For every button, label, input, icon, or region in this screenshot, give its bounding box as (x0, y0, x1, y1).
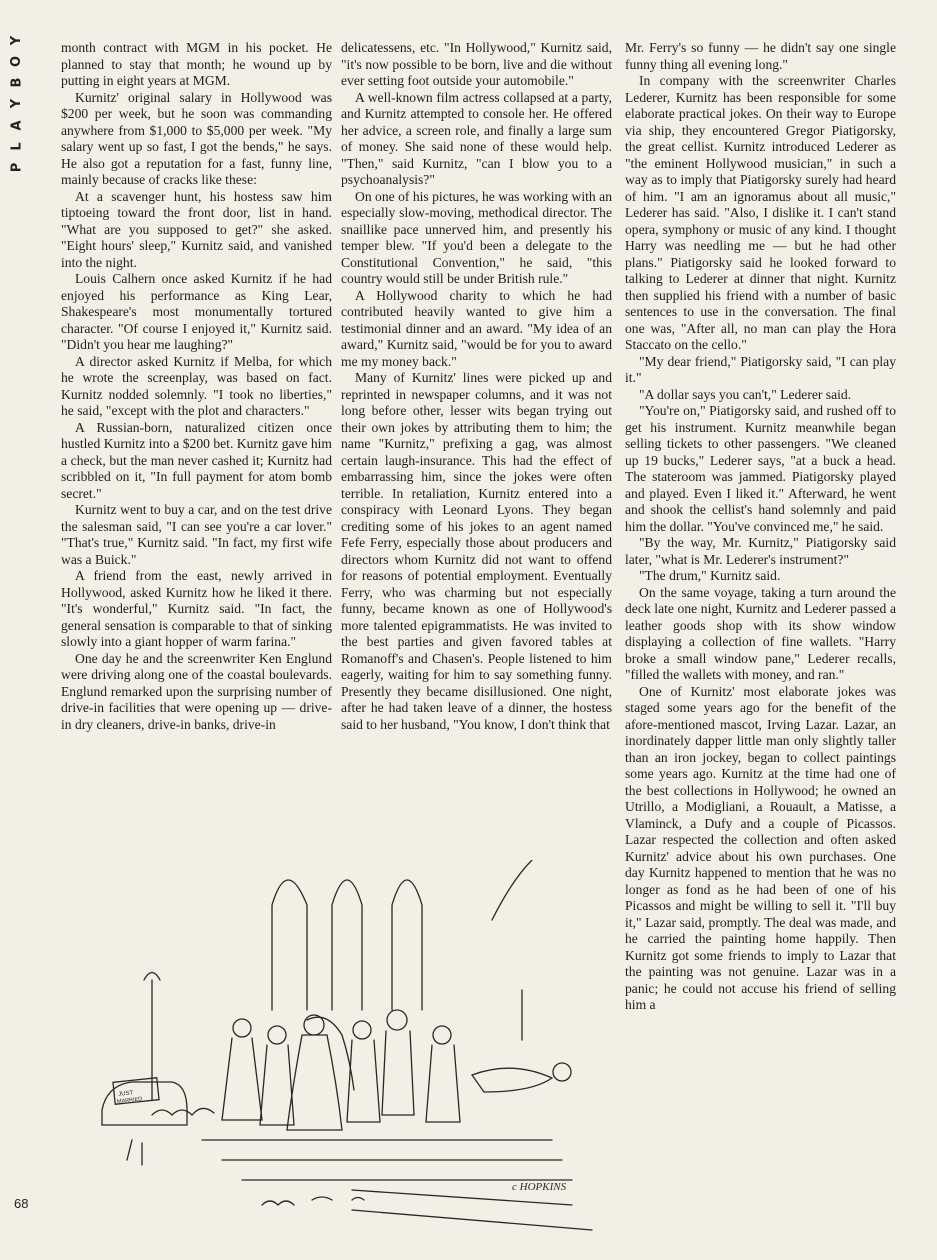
paragraph: In company with the screenwriter Charles Lederer, Kurnitz has been responsible for some elaborate practical jokes. On their way to Europe via ship, they encountered Gregor Piatigorsky, the great cellist. Kurnitz introduced Lederer as "the eminent Hollywood musician," in such a way as to imply that Piatigorsky surely had heard of him. "I am an ignoramus about all music," Lederer has said. "Also, I dislike it. I can't stand opera, symphony or music of any kind. I thought Harry was needling me — but he had other plans." Piatigorsky said he looked forward to talking to Lederer at dinner that night. Kurnitz then supplied his friend with a number of basic sentences to use in the conversation. The final one was, "After all, no man can play the Hora Staccato on the cello." (625, 73, 896, 352)
masthead-letter: Y (9, 99, 25, 109)
paragraph: "The drum," Kurnitz said. (639, 568, 781, 583)
masthead-letter: Y (9, 35, 25, 46)
paragraph: A friend from the east, newly arrived in Hollywood, asked Kurnitz how he liked it there. "It's wonderful," Kurnitz said. "In fact, the general sensation is comparable to that of sinking slowly into a giant hopper of warm farina." (61, 568, 332, 649)
guest-figure (387, 1010, 407, 1030)
masthead-letter: P (9, 162, 25, 173)
church-window (392, 880, 422, 1010)
masthead-letter: B (9, 77, 25, 88)
cartoon-drawing (92, 860, 602, 1240)
masthead-letter: O (9, 56, 25, 68)
paragraph: A well-known film actress collapsed at a party, and Kurnitz attempted to console her. He offered her advice, a screen role, and finally a large sum of money. She said none of these would help. "Then," said Kurnitz, "can I blow you to a psychoanalysis?" (341, 89, 612, 187)
paragraph: "My dear friend," Piatigorsky said, "I can play it." (625, 353, 896, 385)
church-steps (202, 1140, 572, 1180)
guest-figure (426, 1045, 460, 1122)
page-number: 68 (14, 1196, 29, 1211)
paragraph: month contract with MGM in his pocket. He planned to stay that month; he wound up by putting in eight years at MGM. (61, 40, 332, 88)
church-spire-line (492, 860, 532, 920)
grass (127, 1140, 142, 1165)
text-column-1 (61, 40, 332, 733)
bride-dress (287, 1035, 342, 1130)
church-window (272, 880, 307, 1010)
paragraph: Kurnitz went to buy a car, and on the test drive the salesman said, "I can see you're a car lover." "That's true," Kurnitz said. "In fact, my first wife was a Buick." (61, 502, 332, 567)
scattered-rice (262, 1197, 364, 1205)
cartoonist-signature: c HOPKINS (512, 1181, 567, 1193)
sign-text: MARRIED (116, 1096, 143, 1106)
path-lines (352, 1190, 592, 1230)
guest-figure (353, 1021, 371, 1039)
masthead-letter: L (9, 142, 25, 151)
paragraph: "By the way, Mr. Kurnitz," Piatigorsky said later, "what is Mr. Lederer's instrument?" (625, 535, 896, 567)
fallen-groom-head (553, 1063, 571, 1081)
paragraph: A Russian-born, naturalized citizen once hustled Kurnitz into a $200 bet. Kurnitz gave him a check, but the man never cashed it; Kurnitz had scribbled on it, "In full payment for atom bomb secret." (61, 419, 332, 501)
paragraph: On one of his pictures, he was working with an especially slow-moving, methodical director. The snaillike pace unnerved him, and presently his temper blew. "If you'd been a delegate to the Constitutional Convention," he said, "this country would still be under British rule." (341, 188, 612, 286)
paragraph: A director asked Kurnitz if Melba, for which he wrote the screenplay, was based on fact. Kurnitz nodded solemnly. "I took no liberties," he said, "except with the plot and characters." (61, 353, 332, 418)
guest-figure (268, 1026, 286, 1044)
guest-figure (347, 1040, 380, 1122)
masthead-letter: A (9, 120, 25, 131)
guest-figure (233, 1019, 251, 1037)
paragraph: Many of Kurnitz' lines were picked up and reprinted in newspaper columns, and it was not long before other, lesser wits began trying out their own jokes by attributing them to him; the name "Kurnitz," prefixing a gag, was almost certain laugh-insurance. This had the effect of embarrassing him, since the jokes were often terrible. In retaliation, Kurnitz entered into a conspiracy with Leonard Lyons. They began crediting some of his jokes to an agent named Fefe Ferry, especially those about producers and directors whom Kurnitz did not want to offend for reasons of potential employment. Eventually Ferry, who was charming but not especially funny, became known as one of Hollywood's more talented epigrammatists. He was invited to the best parties and given favored tables at Romanoff's and Chasen's. People listened to him eagerly, waiting for him to say something funny. Presently they became disillusioned. One night, after he had taken leave of a dinner, the hostess said to her husband, "You know, I don't think that (341, 370, 612, 732)
cartoon-illustration (92, 860, 602, 1240)
paragraph: One of Kurnitz' most elaborate jokes was staged some years ago for the benefit of the afore-mentioned mascot, Irving Lazar. Lazar, an inordinately dapper little man only slightly taller than an iron jockey, began to collect paintings some years ago. Kurnitz at the time had one of the best collections in Hollywood; he owned an Utrillo, a Modigliani, a Rouault, a Matisse, a Vlaminck, a Dufy and a couple of Picassos. Lazar respected the collection and often asked Kurnitz' advice about his own purchases. One day Kurnitz happened to mention that he was no longer as fond as he had been of one of his Picassos and might be willing to sell it. "I'll buy it," Lazar said, promptly. The deal was made, and he carried the painting home happily. Then Kurnitz got some friends to imply to Lazar that the painting was not genuine. Lazar was in a panic; he could not accuse his friend of selling him a (625, 683, 896, 1012)
paragraph: Louis Calhern once asked Kurnitz if he had enjoyed his performance as King Lear, Shakespeare's most monumentally tortured character. "Of course I enjoyed it," Kurnitz said. "Didn't you hear me laughing?" (61, 271, 332, 352)
guest-figure (382, 1031, 414, 1115)
paragraph: One day he and the screenwriter Ken Englund were driving along one of the coastal boulevards. Englund remarked upon the surprising number of drive-in facilities that were opening up — drive-in dry cleaners, drive-in banks, drive-in (61, 650, 332, 732)
guest-figure (222, 1038, 262, 1120)
guest-figure (433, 1026, 451, 1044)
paragraph: Kurnitz' original salary in Hollywood was $200 per week, but he soon was commanding anywhere from $1,000 to $5,000 per week. "My salary went up so fast, I got the bends," he says. He also got a reputation for a fast, funny line, mainly because of cracks like these: (61, 89, 332, 187)
text-column-2 (341, 40, 612, 733)
paragraph: Mr. Ferry's so funny — he didn't say one single funny thing all evening long." (625, 40, 896, 72)
church-window (332, 880, 362, 1010)
text-column-3 (625, 40, 896, 1014)
paragraph: A Hollywood charity to which he had contributed heavily wanted to give him a testimonial dinner and an award. "My idea of an award," Kurnitz said, "would be for you to award me my money back." (341, 287, 612, 369)
shrubbery (152, 1108, 214, 1115)
paragraph: "A dollar says you can't," Lederer said. (639, 386, 852, 402)
paragraph: On the same voyage, taking a turn around the deck late one night, Kurnitz and Lederer passed a leather goods shop with its show window displaying a collection of fine wallets. "Harry broke a small window pane," Lederer recalls, "filled the wallets with money, and ran." (625, 584, 896, 682)
paragraph: "You're on," Piatigorsky said, and rushed off to get his instrument. Kurnitz meanwhile began selling tickets to other passengers. "We cleaned up 19 bucks," Lederer says, "at a buck a head. The stateroom was jammed. Piatigorsky played and played. Even I liked it." Afterward, he went and shook the cellist's hand solemnly and paid him the dollar. "You've convinced me," he said. (625, 403, 896, 534)
paragraph: delicatessens, etc. "In Hollywood," Kurnitz said, "it's now possible to be born, live and die without ever setting foot outside your automobile." (341, 40, 612, 88)
fallen-groom-figure (472, 1068, 552, 1092)
paragraph: At a scavenger hunt, his hostess saw him tiptoeing toward the front door, list in hand. "What are you supposed to get?" she asked. "Eight hours' sleep," Kurnitz said, and vanished into the night. (61, 188, 332, 270)
masthead (4, 34, 30, 174)
sign-text: JUST (117, 1090, 134, 1098)
